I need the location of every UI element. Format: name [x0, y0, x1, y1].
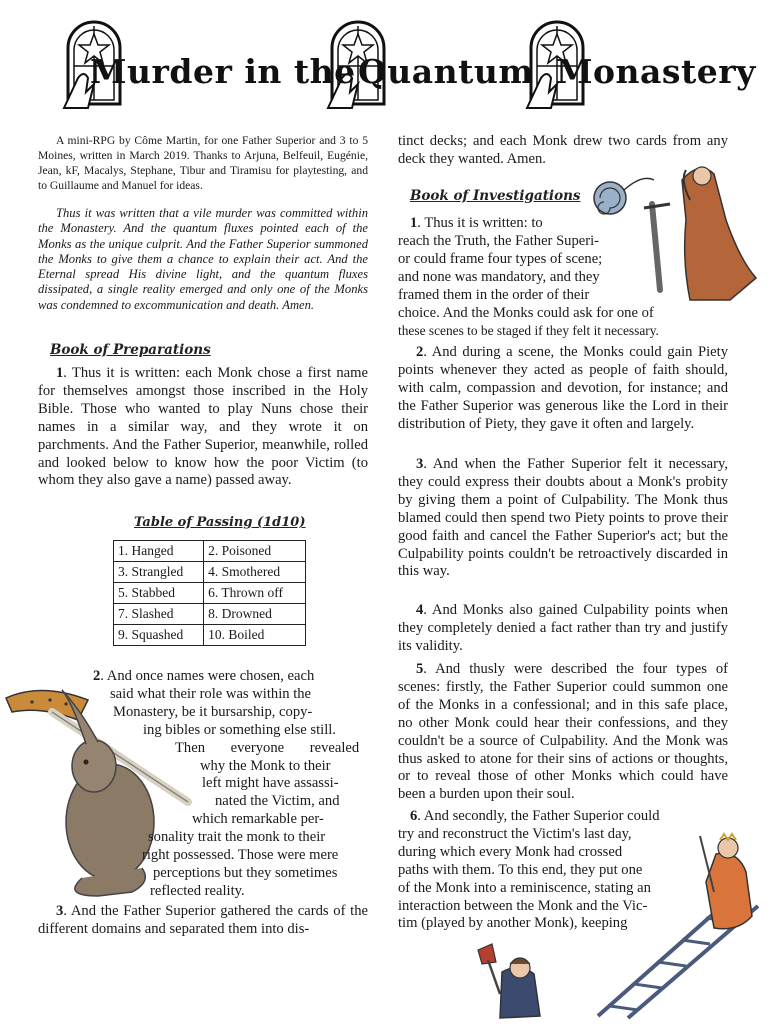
paragraph-text: . And the Father Superior gathered the cards of the different domains and separated them into dis-	[38, 903, 368, 937]
paragraph-text: try and reconstruct the Victim's last day,	[398, 825, 632, 842]
preparations-paragraph-2	[38, 668, 368, 901]
book-of-investigations-heading: Book of Investigations	[410, 188, 581, 204]
paragraph-text: . And when the Father Superior felt it necessary, they could express their doubts about a Monk's probity by giving them a point of Culpability. The Monk thus blamed could then spend two Piety points to prove their good faith and cancel the Father Superior's act; but the Culpability points couldn't be retroactively discarded in this way.	[398, 456, 728, 580]
paragraph-number: 2	[93, 668, 101, 684]
intro-credits: A mini-RPG by Côme Martin, for one Father Superior and 3 to 5 Moines, written in March 2019. Thanks to Arjuna, Belfeuil, Eugénie, Jean, kF, Macalys, Stephane, Tibur and Tiramisu for playtesting, and to Guillaume and Manuel for ideas.	[38, 134, 368, 192]
paragraph-text: sonality trait the monk to their	[148, 829, 326, 846]
table-cell: 3. Strangled	[114, 562, 204, 583]
paragraph-text: right possessed. Those were mere	[142, 847, 339, 864]
prologue-text: Thus it was written that a vile murder was committed within the Monastery. And the quantum fluxes pointed each of the Monks as the unique culprit. And the Father Superior summoned the Monks to give them a chance to explain their act. And the Eternal spread His divine light, and the quantum fluxes dissipated, a single reality emerged and only one of the Monks was condemned to excommunication and death. Amen.	[38, 206, 368, 312]
title-banner	[0, 0, 768, 125]
paragraph-text: reflected reality.	[150, 882, 245, 899]
paragraph-text: . And secondly, the Father Superior could	[417, 808, 660, 824]
paragraph-number: 6	[410, 808, 418, 824]
paragraph-text: Then everyone revealed	[175, 739, 360, 756]
paragraph-text: said what their role was within the	[110, 685, 312, 702]
paragraph-number: 3	[416, 456, 424, 472]
paragraph-number: 1	[410, 215, 418, 231]
paragraph-number: 5	[416, 661, 424, 677]
investigations-paragraph-5	[398, 661, 728, 804]
paragraph-text: . Thus it is written: to	[417, 215, 543, 231]
paragraph-text: these scenes to be staged if they felt it necessary.	[398, 323, 659, 339]
paragraph-text: why the Monk to their	[200, 757, 331, 774]
paragraph-text: . Thus it is written: each Monk chose a first name for themselves amongst those inscribed in the Holy Bible. Those who wanted to play Nuns chose their names in a similar way, and they wrote it on parchments. And the Father Superior, meanwhile, rolled and looked below to know how the poor Victim (to whom they also gave a name) passed away.	[38, 365, 368, 489]
table-row	[114, 604, 306, 625]
table-row	[114, 541, 306, 562]
table-cell: 8. Drowned	[204, 604, 306, 625]
table-cell: 4. Smothered	[204, 562, 306, 583]
paragraph-text: choice. And the Monks could ask for one of	[398, 304, 654, 321]
table-of-passing-title: Table of Passing (1d10)	[134, 515, 306, 530]
table-row	[114, 562, 306, 583]
paragraph-text: ing bibles or something else still.	[143, 721, 336, 738]
paragraph-number: 3	[56, 903, 64, 919]
investigations-paragraph-3	[398, 456, 728, 581]
table-row	[114, 583, 306, 604]
table-cell: 9. Squashed	[114, 625, 204, 646]
paragraph-text: tim (played by another Monk), keeping	[398, 915, 628, 932]
table-cell: 6. Thrown off	[204, 583, 306, 604]
paragraph-text: reach the Truth, the Father Superi-	[398, 232, 600, 249]
paragraph-text: . And during a scene, the Monks could gain Piety points whenever they acted as people of faith should, with calm, compassion and devotion, for instance; and the Father Superior was generous like the Lord in their distribution of Piety, they gave it often and largely.	[398, 344, 728, 432]
table-cell: 5. Stabbed	[114, 583, 204, 604]
paragraph-text: and none was mandatory, and they	[398, 268, 600, 285]
paragraph-text: interaction between the Monk and the Vic-	[398, 897, 648, 914]
table-cell: 7. Slashed	[114, 604, 204, 625]
paragraph-text: . And Monks also gained Culpability points when they completely denied a fact rather than try and justify its validity.	[398, 602, 728, 654]
preparations-paragraph-1	[38, 365, 368, 490]
paragraph-text: framed them in the order of their	[398, 286, 590, 303]
paragraph-text: nated the Victim, and	[215, 793, 340, 810]
paragraph-number: 1	[56, 365, 64, 381]
investigations-paragraph-4	[398, 602, 728, 656]
table-row	[114, 625, 306, 646]
table-cell: 10. Boiled	[204, 625, 306, 646]
paragraph-text: during which every Monk had crossed	[398, 843, 623, 860]
paragraph-text: perceptions but they sometimes	[153, 864, 338, 881]
table-of-passing	[113, 540, 306, 646]
paragraph-number: 2	[416, 344, 424, 360]
paragraph-text: paths with them. To this end, they put one	[398, 861, 643, 878]
investigations-paragraph-1	[398, 215, 730, 340]
paragraph-text: left might have assassi-	[202, 775, 339, 792]
paragraph-text: . And thusly were described the four types of scenes: firstly, the Father Superior could summon one of the Monks in a confessional; and in this safe place, no other Monk could hear their confessions, and they couldn't be a source of Culpability. And the Monk was thus asked to atone for their sins of actions or thoughts, or to reveal those of other Monks which could have been a burden upon their soul.	[398, 661, 728, 803]
title-part-2: Quantum	[358, 52, 534, 91]
table-cell: 2. Poisoned	[204, 541, 306, 562]
book-of-preparations-heading: Book of Preparations	[50, 342, 211, 358]
title-part-3: Monastery	[556, 52, 756, 91]
paragraph-text: . And once names were chosen, each	[100, 668, 315, 684]
paragraph-text: or could frame four types of scene;	[398, 250, 603, 267]
title-part-1: Murder in the	[90, 52, 356, 91]
paragraph-text: which remarkable per-	[192, 811, 324, 828]
table-cell: 1. Hanged	[114, 541, 204, 562]
paragraph-number: 4	[416, 602, 424, 618]
paragraph-text: of the Monk into a reminiscence, stating an	[398, 879, 651, 896]
paragraph-text: Monastery, be it bursarship, copy-	[113, 703, 313, 720]
investigations-continued-text: tinct decks; and each Monk drew two cards from any deck they wanted. Amen.	[398, 133, 728, 167]
preparations-paragraph-3	[38, 903, 368, 939]
investigations-paragraph-2	[398, 344, 728, 434]
monk-with-axe-illustration	[470, 942, 552, 1022]
monk-on-ladder-illustration	[588, 832, 766, 1020]
